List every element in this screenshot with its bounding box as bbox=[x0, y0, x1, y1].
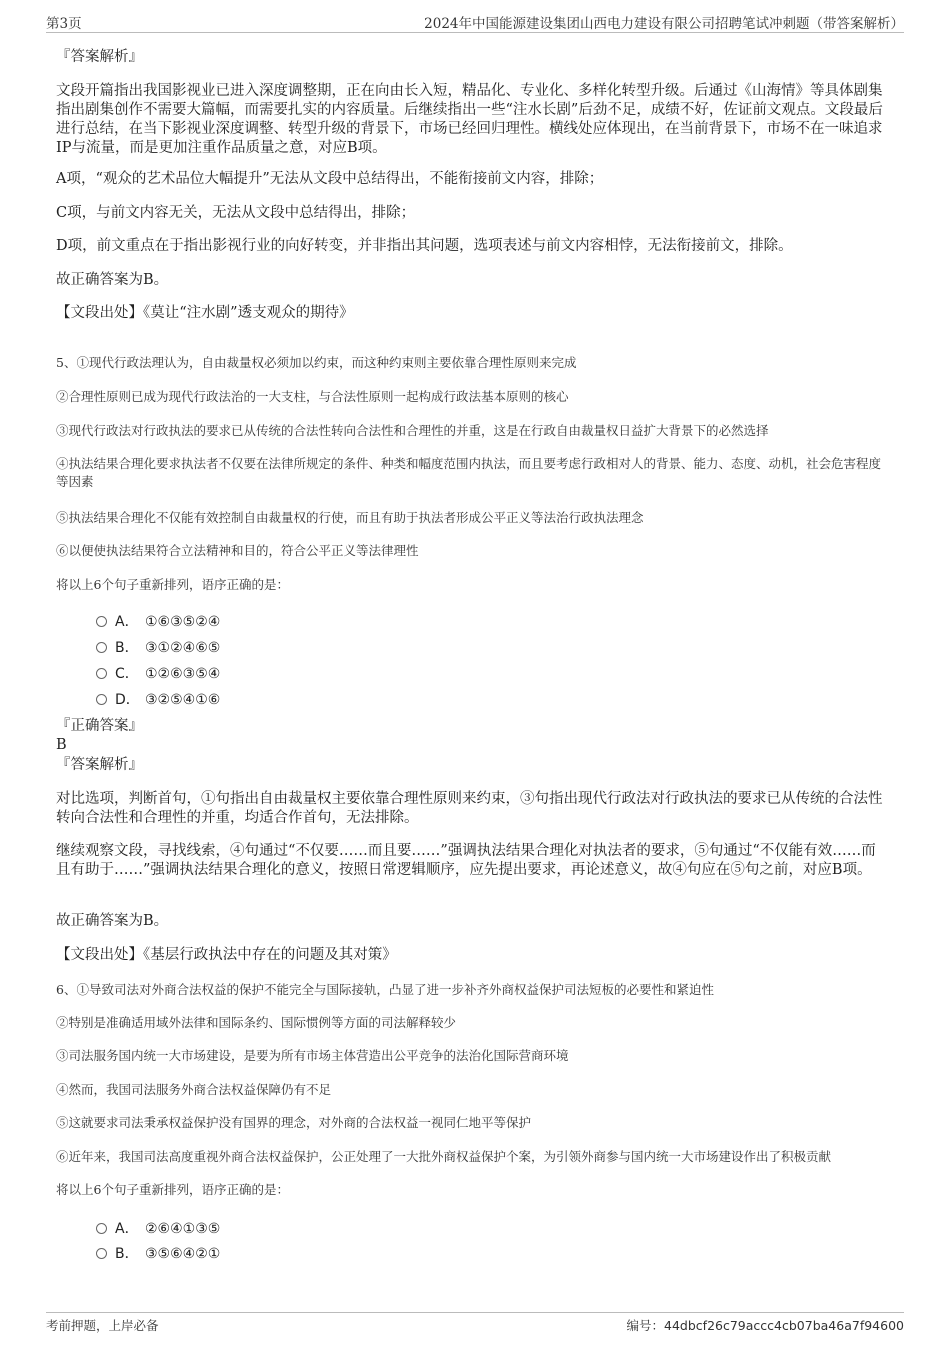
page-number: 第3页 bbox=[46, 16, 82, 32]
q4-analysis-option-a: A项，“观众的艺术品位大幅提升”无法从文段中总结得出，不能衔接前文内容，排除； bbox=[56, 171, 604, 187]
q5-answer: B bbox=[56, 737, 67, 753]
document-id: 编号：44dbcf26c79accc4cb07ba46a7f94600 bbox=[626, 1318, 904, 1333]
radio-icon[interactable] bbox=[96, 1223, 107, 1234]
q5-sentence-1: 5、①现代行政法理认为，自由裁量权必须加以约束，而这种约束则主要依靠合理性原则来完成 bbox=[56, 355, 577, 370]
q6-prompt: 将以上6个句子重新排列，语序正确的是： bbox=[56, 1182, 289, 1197]
q5-analysis-paragraph-2: 继续观察文段，寻找线索，④句通过“不仅要……而且要……”强调执法结果合理化对执法者的要求，⑤句通过“不仅能有效……而且有助于……”强调执法结果合理化的意义，按照日常逻辑顺序，应先提出要求，再论述意义，故④句应在⑤句之前，对应B项。 bbox=[56, 843, 876, 878]
document-title: 2024年中国能源建设集团山西电力建设有限公司招聘笔试冲刺题（带答案解析） bbox=[424, 16, 904, 32]
footer-slogan: 考前押题，上岸必备 bbox=[46, 1318, 159, 1333]
q5-sentence-4: ④执法结果合理化要求执法者不仅要在法律所规定的条件、种类和幅度范围内执法，而且要考虑行政相对人的背景、能力、态度、动机，社会危害程度等因素 bbox=[56, 456, 882, 489]
q6-sentence-2: ②特别是准确适用域外法律和国际条约、国际惯例等方面的司法解释较少 bbox=[56, 1015, 457, 1030]
q4-analysis-option-d: D项，前文重点在于指出影视行业的向好转变，并非指出其问题，选项表述与前文内容相悖，无法衔接前文，排除。 bbox=[56, 238, 793, 254]
q5-option-c[interactable]: C． ①②⑥③⑤④ bbox=[96, 663, 220, 683]
page-header bbox=[46, 12, 904, 32]
radio-icon[interactable] bbox=[96, 1248, 107, 1259]
q6-sentence-6: ⑥近年来，我国司法高度重视外商合法权益保护，公正处理了一大批外商权益保护个案，为引领外商参与国内统一大市场建设作出了积极贡献 bbox=[56, 1149, 832, 1164]
q6-sentence-3: ③司法服务国内统一大市场建设，是要为所有市场主体营造出公平竞争的法治化国际营商环境 bbox=[56, 1048, 569, 1063]
q5-option-a[interactable]: A． ①⑥③⑤②④ bbox=[96, 611, 220, 631]
q6-sentence-5: ⑤这就要求司法秉承权益保护没有国界的理念，对外商的合法权益一视同仁地平等保护 bbox=[56, 1115, 532, 1130]
q4-source: 【文段出处】《莫让“注水剧”透支观众的期待》 bbox=[56, 305, 354, 321]
q4-analysis-heading: 『答案解析』 bbox=[56, 49, 143, 65]
q5-sentence-3: ③现代行政法对行政执法的要求已从传统的合法性转向合法性和合理性的并重，这是在行政自由裁量权日益扩大背景下的必然选择 bbox=[56, 423, 769, 438]
q5-source: 【文段出处】《基层行政执法中存在的问题及其对策》 bbox=[56, 947, 397, 963]
q5-answer-heading: 『正确答案』 bbox=[56, 718, 143, 734]
q5-prompt: 将以上6个句子重新排列，语序正确的是： bbox=[56, 577, 289, 592]
radio-icon[interactable] bbox=[96, 668, 107, 679]
radio-icon[interactable] bbox=[96, 694, 107, 705]
q5-option-d[interactable]: D． ③②⑤④①⑥ bbox=[96, 689, 220, 709]
q5-analysis-heading: 『答案解析』 bbox=[56, 757, 143, 773]
footer-divider bbox=[46, 1312, 904, 1313]
q6-option-b[interactable]: B． ③⑤⑥④②① bbox=[96, 1243, 220, 1263]
q4-conclusion: 故正确答案为B。 bbox=[56, 272, 169, 288]
q6-option-a[interactable]: A． ②⑥④①③⑤ bbox=[96, 1218, 220, 1238]
q5-sentence-6: ⑥以便使执法结果符合立法精神和目的，符合公平正义等法律理性 bbox=[56, 543, 419, 558]
q5-option-b[interactable]: B． ③①②④⑥⑤ bbox=[96, 637, 220, 657]
q5-sentence-2: ②合理性原则已成为现代行政法治的一大支柱，与合法性原则一起构成行政法基本原则的核心 bbox=[56, 389, 569, 404]
header-divider bbox=[46, 32, 904, 33]
q6-sentence-4: ④然而，我国司法服务外商合法权益保障仍有不足 bbox=[56, 1082, 332, 1097]
radio-icon[interactable] bbox=[96, 642, 107, 653]
q6-sentence-1: 6、①导致司法对外商合法权益的保护不能完全与国际接轨，凸显了进一步补齐外商权益保护司法短板的必要性和紧迫性 bbox=[56, 982, 714, 997]
q5-analysis-paragraph-1: 对比选项，判断首句，①句指出自由裁量权主要依靠合理性原则来约束，③句指出现代行政法对行政执法的要求已从传统的合法性转向合法性和合理性的并重，均适合作首句，无法排除。 bbox=[56, 791, 883, 826]
q5-conclusion: 故正确答案为B。 bbox=[56, 913, 169, 929]
radio-icon[interactable] bbox=[96, 616, 107, 627]
q4-analysis-paragraph: 文段开篇指出我国影视业已进入深度调整期，正在向由长入短，精品化、专业化、多样化转型升级。后通过《山海情》等具体剧集指出剧集创作不需要大篇幅，而需要扎实的内容质量。后继续指出一些“注水长剧”后劲不足，成绩不好，佐证前文观点。文段最后进行总结，在当下影视业深度调整、转型升级的背景下，市场已经回归理性。横线处应体现出，在当前背景下，市场不在一味追求IP与流量，而是更加注重作品质量之意，对应B项。 bbox=[56, 83, 883, 156]
q4-analysis-option-c: C项，与前文内容无关，无法从文段中总结得出，排除； bbox=[56, 205, 416, 221]
q5-sentence-5: ⑤执法结果合理化不仅能有效控制自由裁量权的行使，而且有助于执法者形成公平正义等法治行政执法理念 bbox=[56, 510, 644, 525]
